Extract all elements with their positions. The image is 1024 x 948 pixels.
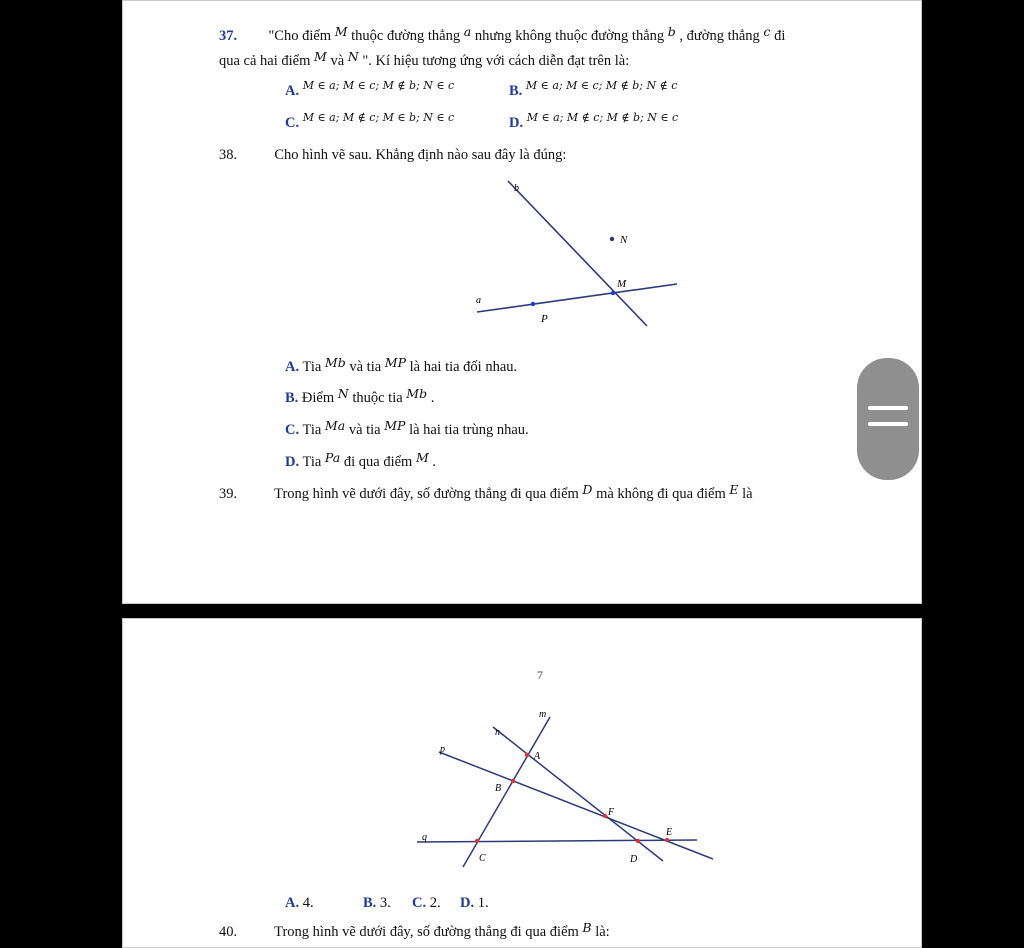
label-p: P xyxy=(541,313,548,325)
q38-figure xyxy=(463,176,703,336)
q39-answer-b: B. 3. xyxy=(363,895,391,911)
scroll-drag-handle[interactable] xyxy=(857,358,919,480)
q38-option-a: A. Tia Mb và tia MP là hai tia đối nhau. xyxy=(285,355,518,375)
line-p xyxy=(439,752,713,859)
document-page-1 xyxy=(122,0,922,604)
line-q xyxy=(417,840,697,842)
label-d: D xyxy=(630,854,638,865)
point-c xyxy=(475,839,479,843)
q37-option-c: C. $^{M \in a; M \notin c; M \in b; N \in c}$ xyxy=(285,111,455,131)
point-e xyxy=(665,838,669,842)
question-37-line-1: 37. "Cho điểm M thuộc đường thẳng a nhưng không thuộc đường thẳng b , đường thẳng c đi xyxy=(219,24,786,44)
q38-option-c: C. Tia Ma và tia MP là hai tia trùng nhau. xyxy=(285,418,529,438)
question-38-line xyxy=(219,148,566,163)
q37-option-a: A. $^{M \in a; M \in c; M \notin b; N \in c}$ xyxy=(285,79,455,99)
point-a xyxy=(525,753,529,757)
question-40-line: 40. Trong hình vẽ dưới đây, số đường thẳng đi qua điểm B là: xyxy=(219,920,610,940)
document-page-2 xyxy=(122,618,922,948)
label-b: B xyxy=(495,783,502,794)
label-b: b xyxy=(514,183,519,194)
grip-line-top xyxy=(868,406,908,410)
point-b xyxy=(511,779,515,783)
label-p: p xyxy=(440,744,445,755)
line-a xyxy=(477,284,677,312)
question-39-line: 39. Trong hình vẽ dưới đây, số đường thẳng đi qua điểm D mà không đi qua điểm E là xyxy=(219,482,753,502)
label-m: m xyxy=(539,709,547,720)
grip-line-bottom xyxy=(868,422,908,426)
line-m xyxy=(463,717,550,867)
question-39-number: 39. xyxy=(219,486,238,502)
question-38-text: Cho hình vẽ sau. Khẳng định nào sau đây là đúng: xyxy=(274,147,567,163)
label-a: A xyxy=(534,751,541,762)
q37-option-d: D. $^{M \in a; M \notin c; M \notin b; N \in c}$ xyxy=(509,111,679,131)
label-c: C xyxy=(479,853,486,864)
q39-answer-d: D. 1. xyxy=(460,895,489,911)
q37-option-b: B. $^{M \in a; M \in c; M \notin b; N \notin c}$ xyxy=(509,79,678,99)
label-q: q xyxy=(422,832,427,843)
question-38-number: 38. xyxy=(219,147,238,163)
q38-option-d: D. Tia Pa đi qua điểm M . xyxy=(285,450,437,470)
q39-figure xyxy=(415,707,725,872)
label-m: M xyxy=(617,278,627,290)
point-p xyxy=(531,302,535,306)
point-f xyxy=(603,814,607,818)
q39-answer-a: A. 4. xyxy=(285,895,314,911)
question-37-number: 37. xyxy=(219,28,238,44)
point-d xyxy=(636,839,640,843)
label-n: n xyxy=(495,727,500,738)
q39-answer-c: C. 2. xyxy=(412,895,441,911)
label-f: F xyxy=(608,807,615,818)
question-40-number: 40. xyxy=(219,924,238,940)
point-n xyxy=(610,237,614,241)
label-e: E xyxy=(666,827,673,838)
label-a: a xyxy=(476,295,481,306)
page-number: 7 xyxy=(537,668,543,682)
question-37-line-2: qua cả hai điểm M và N ". Kí hiệu tương ứng với cách diễn đạt trên là: xyxy=(219,49,630,69)
q38-option-b: B. Điểm N thuộc tia Mb . xyxy=(285,386,435,406)
point-m xyxy=(611,291,615,295)
label-n: N xyxy=(620,234,628,246)
